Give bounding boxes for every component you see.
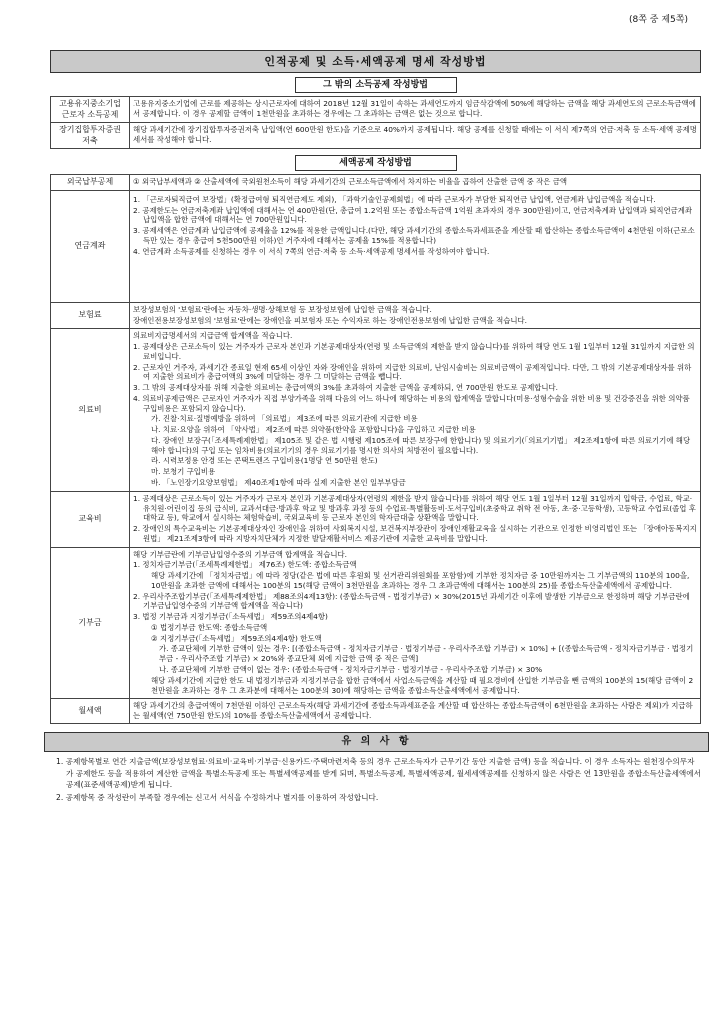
other-deduction-table	[50, 96, 701, 149]
row-label: 보험료	[51, 302, 130, 329]
table-row	[51, 699, 701, 724]
row-label: 외국납부공제	[51, 175, 130, 191]
list-item: 1. 공제대상은 근로소득이 있는 거주자가 근로자 본인과 기본공제대상자(연령의 제한을 받지 않습니다)를 위하여 해당 연도 1월 1일부터 12월 31일까지 입학금, 수업료, 학교·유치원·어린이집 등의 급식비, 교과서대금·방과후 학교 및 방과후 과정 등의 수업료·특별활동비·도서구입비(초중학교 취학 전 아동, 초·중·고등학생), 고등학교 수업료(졸업 후 대학교 등), 학교에서 실시하는 체험학습비, 국외교육비 등 근로자 본인의 학자금대출 상환액을 말합니다.	[133, 493, 696, 523]
tax-credit-table	[50, 174, 701, 724]
list-item: 장애인전용보장성보험의 '보험료'란에는 장애인을 피보험자 또는 수익자로 하는 장애인전용보험에 납입한 금액을 적습니다.	[133, 315, 528, 325]
list-item: 해당 과세기간에 「정치자금법」에 따라 정당(같은 법에 따른 후원회 및 선거관리위원회를 포함함)에 기부한 정치자금 중 10만원까지는 그 기부금액의 110분의 100을, 10만원을 초과한 금액에 대해서는 100분의 15(해당 금액이 3천만원을 초과하는 경우 그 초과금액에 대해서는 100분의 25)를 종합소득산출세액에서 공제합니다.	[151, 571, 690, 590]
list-item: 2. 근로자인 거주자, 과세기간 종료일 현재 65세 이상인 자와 장애인을 위하여 지급한 의료비, 난임시술비는 의료비금액이 공제적입니다. 다만, 그 밖의 기본공제대상자를 위하여 지출한 의료비가 총급여액의 3%에 미달하는 경우 그 미달하는 금액을 뺍니다.	[133, 362, 692, 382]
list-item: ② 지정기부금(「소득세법」 제59조의4제4항) 한도액	[151, 633, 322, 643]
list-item: 4. 연금계좌 소득공제를 신청하는 경우 이 서식 7쪽의 연금·저축 등 소득·세액공제 명세서를 작성하여야 합니다.	[133, 246, 490, 256]
document-body	[50, 50, 701, 805]
list-item: 가. 종교단체에 기부한 금액이 있는 경우: [(종합소득금액 - 정치자금기부금 · 법정기부금 - 우리사주조합 기부금) × 10%] + [(종합소득금액 - 정치자금기부금 · 법정기부금 - 우리사주조합 기부금) × 20%와 종교단체 외에 지급한 금액 중 적은 금액]	[159, 644, 694, 664]
table-row	[51, 97, 701, 123]
row-label: 의료비	[51, 329, 130, 491]
row-label: 고용유지중소기업 근로자 소득공제	[51, 97, 130, 123]
notice-item: 2. 공제항목 중 작성란이 부족할 경우에는 신고서 서식을 수정하거나 별지를 이용하여 작성합니다.	[56, 793, 379, 803]
row-label: 장기집합투자증권 저축	[51, 123, 130, 149]
list-item: 1. 공제대상은 근로소득이 있는 거주자가 근로자 본인과 기본공제대상자(연령 및 소득금액의 제한을 받지 않습니다)를 위하여 해당 연도 1월 1일부터 12월 31일까지 지급한 의료비입니다.	[133, 342, 695, 361]
row-text: 고용유지중소기업에 근로를 제공하는 상시근로자에 대하여 2018년 12월 31일이 속하는 과세연도까지 임금삭감액에 50%에 해당하는 금액을 해당 과세연도의 근로소득금액에서 공제합니다. 이 경우 공제할 금액이 1천만원을 초과하는 경우에는 그 초과하는 금액은 없는 것으로 합니다.	[130, 97, 701, 123]
list-item: 2. 우리사주조합기부금(「조세특례제한법」 제88조의4제13항): (종합소득금액 - 법정기부금) × 30%(2015년 과세기간 이후에 발생한 기부금으로 한정하며 해당 기부금란에 기부금납입영수증의 기부금액 합계액을 적습니다)	[133, 591, 690, 611]
row-text	[130, 190, 701, 302]
row-text: ① 외국납부세액과 ② 산출세액에 국외원천소득이 해당 과세기간의 근로소득금액에서 차지하는 비율을 곱하여 산출한 금액 중 작은 금액	[130, 175, 701, 191]
table-row	[51, 190, 701, 302]
list-item: 라. 시력보정용 안경 또는 콘택트렌즈 구입비용(1명당 연 50만원 한도)	[151, 456, 378, 466]
list-item: 해당 과세기간에 지급한 한도 내 법정기부금과 지정기부금을 합한 금액에서 사업소득금액을 계산할 때 필요경비에 산입한 기부금을 뺀 금액의 100분의 15(해당 금액이 2천만원을 초과하는 경우 그 초과분에 대해서는 100분의 30)에 해당하는 금액을 종합소득산출세액에서 공제합니다.	[151, 675, 694, 695]
list-item: 해당 기부금란에 기부금납입영수증의 기부금액 합계액을 적습니다.	[133, 549, 348, 559]
list-item: 의료비지급명세서의 지급금액 합계액을 적습니다.	[133, 331, 293, 341]
row-text	[130, 491, 701, 547]
list-item: 가. 진찰·치료·질병예방을 위하여 「의료법」 제3조에 따른 의료기관에 지급한 비용	[151, 414, 418, 424]
list-item: 마. 보청기 구입비용	[151, 467, 216, 477]
notice-item: 1. 공제항목별로 연간 지출금액(보장성보험료·의료비·교육비·기부금·신용카드·주택마련저축 등의 경우 근로소득자가 근무기간 동안 지출한 금액) 등을 적습니다. 이 경우 소득자는 원천징수의무자가 공제한도 등을 적용하여 계산한 금액을 특별소득공제 또는 특별세액공제를 받게 되며, 특별소득공제, 특별세액공제, 월세세액공제를 신청하지 않은 사람은 연 13만원을 종합소득산출세액에서 공제(표준세액공제)받게 됩니다.	[56, 756, 701, 790]
table-row	[51, 547, 701, 699]
table-row	[51, 123, 701, 149]
page-number: (8쪽 중 제5쪽)	[629, 15, 688, 25]
row-text: 해당 과세기간에 장기집합투자증권저축 납입액(연 600만원 한도)을 기준으로 40%까지 공제됩니다. 해당 공제를 신청할 때에는 이 서식 제7쪽의 연금·저축 등 소득·세액 공제명세서를 작성해야 합니다.	[130, 123, 701, 149]
list-item: 1. 「근로자퇴직급여 보장법」(확정급여형 퇴직연금제도 제외), 「과학기술인공제회법」에 따라 근로자가 부담한 퇴직연금 납입액, 연금계좌 납입금액을 적습니다.	[133, 194, 656, 204]
list-item: 나. 치료·요양을 위하여 「약사법」 제2조에 따른 의약품(한약을 포함합니다)을 구입하고 지급한 비용	[151, 425, 476, 435]
list-item: 4. 의료비공제금액은 근로자인 거주자가 직접 부양가족을 위해 다음의 어느 하나에 해당하는 비용의 합계액을 말합니다(미용·성형수술을 위한 비용 및 건강증진을 위한 의약품 구입비용은 포함되지 않습니다).	[133, 393, 690, 413]
row-text	[130, 302, 701, 329]
list-item: ① 법정기부금 한도액: 종합소득금액	[151, 622, 268, 632]
row-label: 월세액	[51, 699, 130, 724]
list-item: 2. 장애인의 특수교육비는 기본공제대상자인 장애인을 위하여 사회복지시설, 보건복지부장관이 장애인재활교육을 실시하는 기관으로 인정한 비영리법인 또는 「장애아동복지지원법」 제21조제3항에 따라 지방자치단체가 지정한 발달재활서비스 제공기관에 지출한 교육비를 말합니다.	[133, 524, 697, 543]
row-label: 기부금	[51, 547, 130, 699]
list-item: 1. 정치자금기부금(「조세특례제한법」 제76조) 한도액: 종합소득금액	[133, 560, 357, 570]
list-item: 보장성보험의 '보험료'란에는 자동차·생명·상해보험 등 보장성보험에 납입한 금액을 적습니다.	[133, 304, 432, 314]
list-item: 3. 그 밖의 공제대상자를 위해 지출한 의료비는 총급여액의 3%를 초과하여 지출한 금액을 공제하되, 연 700만원 한도로 공제합니다.	[133, 383, 559, 393]
section-heading-other: 그 밖의 소득공제 작성방법	[295, 77, 457, 93]
list-item: 다. 장애인 보장구(「조세특례제한법」 제105조 및 같은 법 시행령 제105조에 따른 보장구에 한합니다) 및 의료기기(「의료기기법」 제2조제1항에 따른 의료기기에 해당해야 합니다)의 구입 또는 임차비용(의료기기의 경우 의료기기를 명시한 의사의 처방전이 필요합니다).	[151, 435, 691, 455]
list-item: 2. 공제한도는 연금저축계좌 납입액에 대해서는 연 400만원(단, 총급여 1.2억원 또는 종합소득금액 1억원 초과자의 경우 300만원)이고, 연금저축계좌 납입액과 퇴직연금계좌 납입액을 합한 금액에 대해서는 연 700만원입니다.	[133, 205, 693, 225]
notice-heading: 유 의 사 항	[44, 732, 709, 752]
row-text	[130, 547, 701, 699]
list-item: 3. 공제세액은 연금계좌 납입금액에 공제율을 12%를 적용한 금액입니다.(다만, 해당 과세기간의 종합소득과세표준을 계산할 때 합산하는 종합소득금액이 4천만원 이하(근로소득만 있는 경우 총급여 5천500만원 이하)인 거주자에 대해서는 공제율 15%를 적용합니다)	[133, 226, 695, 245]
list-item: 나. 종교단체에 기부한 금액이 없는 경우: (종합소득금액 - 정치자금기부금 · 법정기부금 - 우리사주조합 기부금) × 30%	[159, 665, 543, 674]
table-row	[51, 329, 701, 491]
section-heading-tax: 세액공제 작성방법	[295, 155, 457, 171]
table-row	[51, 175, 701, 191]
notice-list	[56, 756, 701, 804]
table-row	[51, 302, 701, 329]
list-item: 3. 법정 기부금과 지정기부금(「소득세법」 제59조의4제4항)	[133, 612, 328, 622]
row-label: 연금계좌	[51, 190, 130, 302]
row-text: 해당 과세기간의 총급여액이 7천만원 이하인 근로소득자(해당 과세기간에 종합소득과세표준을 계산할 때 합산하는 종합소득금액이 6천만원을 초과하는 사람은 제외)가 지급하는 월세액(연 750만원 한도)의 10%를 종합소득산출세액에서 공제합니다.	[130, 699, 701, 724]
list-item: 바. 「노인장기요양보험법」 제40조제1항에 따라 실제 지출한 본인 일부부담금	[151, 477, 406, 487]
table-row	[51, 491, 701, 547]
row-label: 교육비	[51, 491, 130, 547]
row-text	[130, 329, 701, 491]
page-title: 인적공제 및 소득·세액공제 명세 작성방법	[50, 50, 701, 73]
